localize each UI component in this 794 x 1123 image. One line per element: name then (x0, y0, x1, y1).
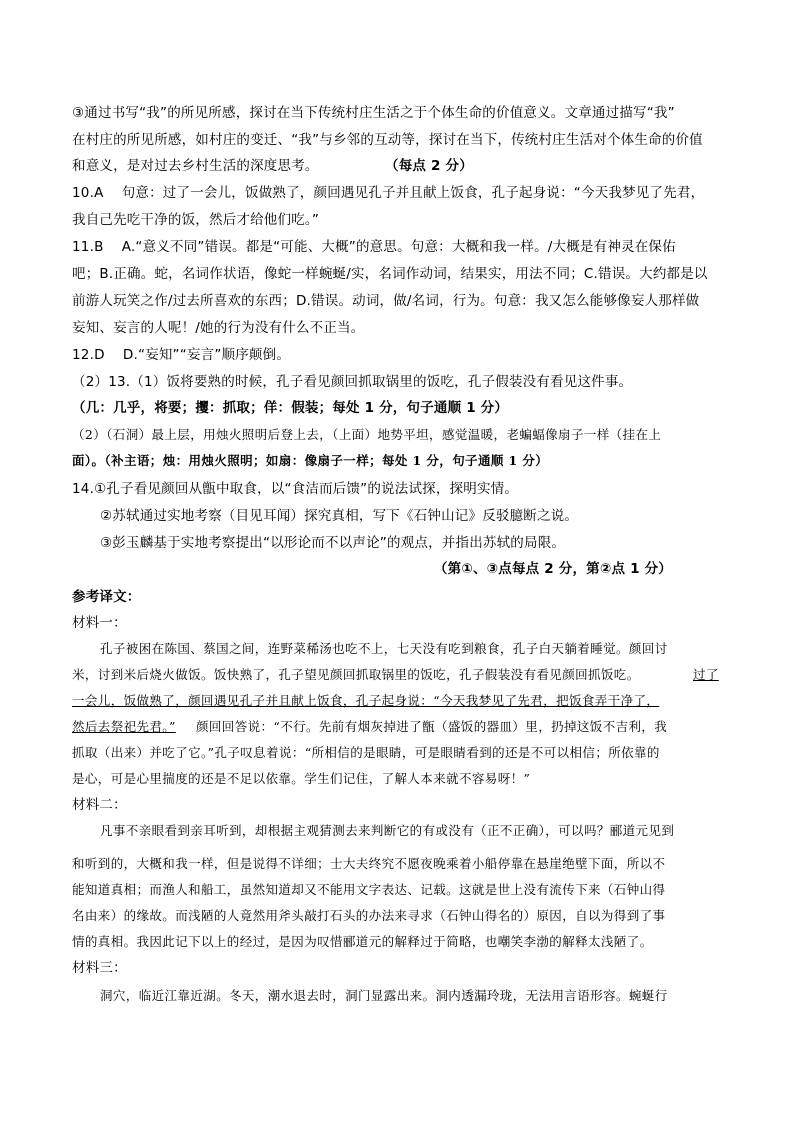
text-line: ②苏轼通过实地考察（目见耳闻）探究真相，写下《石钟山记》反驳臆断之说。 (100, 508, 579, 524)
translation-line: 能知道真相；而渔人和船工，虽然知道却又不能用文字表达、记载。这就是世上没有流传下来（石钟山得 (72, 882, 666, 897)
text-line: 和意义，是对过去乡村生活的深度思考。 (72, 158, 319, 174)
answer-14: 14.①孔子看见颜回从甑中取食，以“食洁而后馈”的说法试探，探明实情。 (72, 481, 519, 497)
answer-10: 10.A 句意：过了一会儿，饭做熟了，颜回遇见孔子并且献上饭食，孔子起身说：“今天我梦见了先君， (72, 185, 705, 201)
text-line: 吧；B.正确。蛇，名词作状语，像蛇一样蜿蜒/实，名词作动词，结果实，用法不同；C.错误。大约都是以 (72, 266, 708, 282)
underlined-text: 然后去祭祀先君。” (72, 719, 176, 734)
material-heading: 材料一： (72, 615, 127, 631)
translation-line: 洞穴，临近江靠近湖。冬天，潮水退去时，洞门显露出来。洞内透漏玲珑，无法用言语形容。蜿蜒行 (100, 988, 668, 1003)
answer-13-1: （2）13.（1）饭将要熟的时候，孔子看见颜回抓取锅里的饭吃，孔子假装没有看见这件事。 (72, 374, 633, 390)
answer-12: 12.D D.“妄知”“妄言”顺序颠倒。 (72, 347, 291, 363)
score-note: （几：几乎，将要；攫：抓取；佯：假装；每处 1 分，句子通顺 1 分） (72, 400, 509, 416)
translation-line: 抓取（出来）并吃了它。”孔子叹息着说：“所相信的是眼睛，可是眼睛看到的还是不可以相信；所依靠的 (72, 745, 660, 760)
translation-line: 米，讨到米后烧火做饭。饭快熟了，孔子望见颜回抓取锅里的饭吃，孔子假装没有看见颜回抓饭吃。 (72, 667, 640, 682)
score-note: （第①、③点每点 2 分，第②点 1 分） (433, 561, 672, 577)
answer-11: 11.B A.“意义不同”错误。都是“可能、大概”的意思。句意：大概和我一样。/大概是有神灵在保佑 (72, 239, 676, 255)
translation-line: 颜回回答说：“不行。先前有烟灰掉进了甑（盛饭的器皿）里，扔掉这饭不吉利，我 (196, 719, 668, 734)
translation-line: 和听到的，大概和我一样，但是说得不详细；士大夫终究不愿夜晚乘着小船停靠在悬崖绝壁下面，所以不 (72, 856, 666, 871)
score-note: 面）。（补主语；烛：用烛火照明；如扇：像扇子一样；每处 1 分，句子通顺 1 分） (72, 453, 549, 468)
text-line: ③通过书写“我”的所见所感，探讨在当下传统村庄生活之于个体生命的价值意义。文章通过描写“我” (72, 105, 675, 121)
translation-line: 名由来）的缘故。而浅陋的人竟然用斧头敲打石头的办法来寻求（石钟山得名的）原因，自以为得到了事 (72, 908, 666, 923)
section-heading: 参考译文： (72, 589, 141, 605)
text-line: ③彭玉麟基于实地考察提出“以形论而不以声论”的观点，并指出苏轼的局限。 (100, 535, 566, 551)
translation-line: 凡事不亲眼看到亲耳听到，却根据主观猜测去来判断它的有或没有（正不正确），可以吗？郦道元见到 (100, 823, 675, 838)
translation-line: 情的真相。我因此记下以上的经过，是因为叹惜郦道元的解释过于简略，也嘲笑李渤的解释太浅陋了。 (72, 934, 653, 949)
translation-line: 是心，可是心里揣度的还是不足以依靠。学生们记住，了解人本来就不容易呀！” (72, 771, 531, 786)
material-heading: 材料三： (72, 960, 127, 976)
text-line: 在村庄的所见所感，如村庄的变迁、“我”与乡邻的互动等，探讨在当下，传统村庄生活对个体生命的价值 (72, 132, 703, 148)
underlined-text: 一会儿，饭做熟了，颜回遇见孔子并且献上饭食，孔子起身说：“今天我梦见了先君，把饭食弄干净了， (72, 693, 660, 708)
text-line: 我自己先吃干净的饭，然后才给他们吃。” (72, 212, 320, 228)
text-line: 妄知、妄言的人呢！/她的行为没有什么不正当。 (72, 320, 365, 336)
score-note: （每点 2 分） (385, 158, 473, 174)
underlined-text: 过了 (693, 667, 719, 682)
text-line: 前游人玩笑之作/过去所喜欢的东西；D.错误。动词，做/名词，行为。句意：我又怎么能够像妄人那样做 (72, 293, 700, 309)
material-heading: 材料二： (72, 797, 127, 813)
answer-13-2: （2）（石洞）最上层，用烛火照明后登上去，（上面）地势平坦，感觉温暖，老蝙蝠像扇子一样（挂在上 (72, 427, 662, 442)
translation-line: 孔子被困在陈国、蔡国之间，连野菜稀汤也吃不上，七天没有吃到粮食，孔子白天躺着睡觉。颜回讨 (100, 641, 668, 656)
